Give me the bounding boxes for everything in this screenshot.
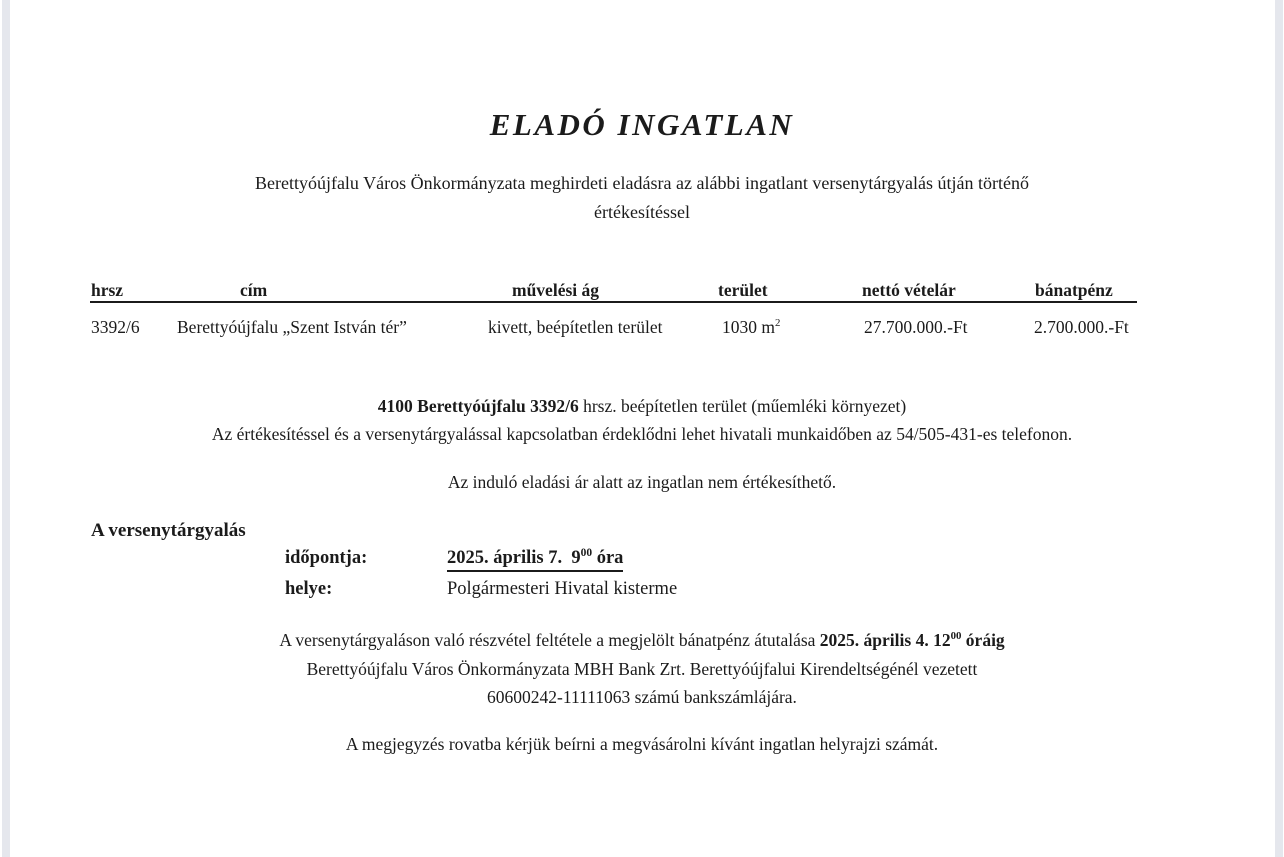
deposit-deadline-suffix: óráig [961,630,1005,650]
deposit-text: A versenytárgyaláson való részvétel feltétele a megjelölt bánatpénz átutalása [279,630,820,650]
auction-section-heading: A versenytárgyalás [91,520,246,541]
cell-terulet-value: 1030 m [722,317,775,337]
auction-time-value [447,548,623,572]
deposit-deadline-date: 2025. április 4. 12 [819,630,951,650]
auction-time-underlined [447,548,623,572]
remark-note-line: A megjegyzés rovatba kérjük beírni a megvásárolni kívánt ingatlan helyrajzi számát. [345,734,939,754]
intro-paragraph [0,169,1284,227]
table-header-terulet: terület [718,280,768,300]
table-header-hrsz: hrsz [91,280,124,300]
table-header-banatpenz: bánatpénz [1035,280,1113,300]
auction-time-label: időpontja: [285,548,368,568]
cell-cim: Berettyóújfalu „Szent István tér” [177,317,407,337]
property-address-line [0,396,1284,416]
table-header-cim: cím [240,280,268,300]
deposit-deadline-bold [820,630,1005,650]
deposit-deadline-sup: 00 [950,630,962,643]
deposit-deadline-line [0,630,1284,650]
cell-hrsz: 3392/6 [91,317,140,337]
auction-time-suffix: óra [592,548,624,568]
cell-muvelesi-ag: kivett, beépítetlen terület [488,317,663,337]
auction-place-value: Polgármesteri Hivatal kisterme [447,579,678,599]
table-header-muvelesi-ag: művelési ág [512,280,600,300]
auction-place-label: helye: [285,579,333,599]
property-address-rest: hrsz. beépítetlen terület (műemléki környezet) [578,396,907,416]
auction-time-sup: 00 [580,546,593,559]
cell-netto-vetelar: 27.700.000.-Ft [864,317,968,337]
intro-line-1: Berettyóújfalu Város Önkormányzata meghirdeti eladásra az alábbi ingatlant versenytárgyalás útján történő [254,173,1030,193]
intro-line-2: értékesítéssel [594,202,690,222]
cell-terulet [722,316,780,338]
minimum-price-line: Az induló eladási ár alatt az ingatlan nem értékesíthető. [447,472,837,492]
auction-time-prefix: 2025. április 7. 9 [447,548,581,568]
document-title: ELADÓ INGATLAN [489,107,795,142]
cell-terulet-sup: 2 [775,317,781,330]
account-number-line: 60600242-11111063 számú bankszámlájára. [487,687,797,707]
contact-phone-line: Az értékesítéssel és a versenytárgyalással kapcsolatban érdeklődni lehet hivatali munkaidőben az 54/505-431-es telefonon. [211,424,1073,444]
table-header-underline [90,301,1137,303]
bank-line: Berettyóújfalu Város Önkormányzata MBH Bank Zrt. Berettyóújfalui Kirendeltségénél vezetett [306,659,978,679]
property-address-strong: 4100 Berettyóújfalu 3392/6 [377,396,579,416]
table-header-netto-vetelar: nettó vételár [862,280,956,300]
cell-banatpenz: 2.700.000.-Ft [1034,317,1129,337]
